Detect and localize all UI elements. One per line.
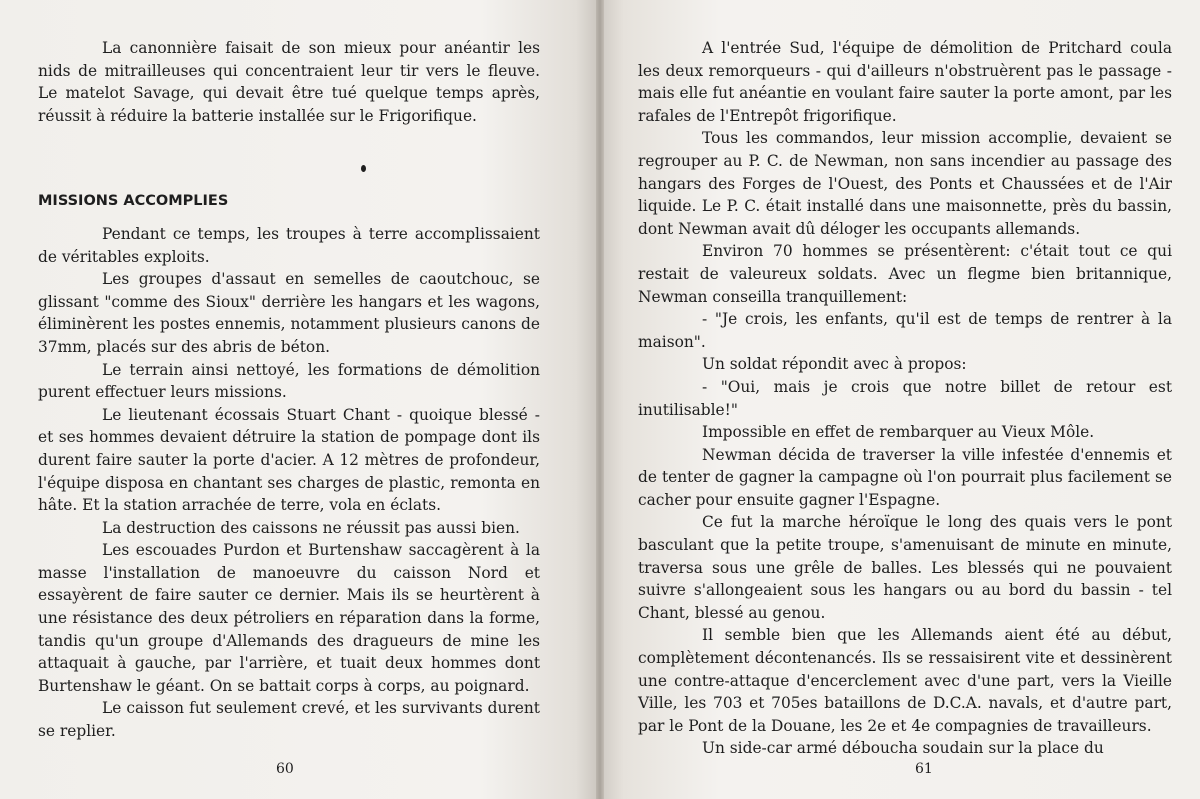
paragraph: Les escouades Purdon et Burtenshaw saccagèrent à la masse l'installation de manoeuvre du caisson Nord et essayèrent de faire sauter ce dernier. Mais ils se heurtèrent à une résistance des deux pétroliers en réparation dans la forme, tandis qu'un groupe d'Allemands des dragueurs de mine les attaquait à gauche, par l'arrière, et tuait deux hommes dont Burtenshaw le géant. On se battait corps à corps, au poignard.	[38, 541, 540, 695]
paragraph: Un side-car armé déboucha soudain sur la place du	[702, 739, 1104, 758]
page-number: 60	[276, 761, 294, 777]
paragraph: Il semble bien que les Allemands aient été au début, complètement décontenancés. Ils se ressaisirent vite et dessinèrent une contre-attaque d'encerclement avec d'une part, vers la Vieille Ville, les 703 et 705es bataillons de D.C.A. navals, et d'autre part, par le Pont de la Douane, les 2e et 4e compagnies de travailleurs.	[638, 626, 1172, 735]
paragraph: Les groupes d'assaut en semelles de caoutchouc, se glissant "comme des Sioux" derrière les hangars et les wagons, éliminèrent les postes ennemis, notamment plusieurs canons de 37mm, placés sur des abris de béton.	[38, 270, 540, 356]
left-page-text	[38, 37, 540, 743]
paragraph: La destruction des caissons ne réussit pas aussi bien.	[102, 518, 520, 537]
paragraph: - "Oui, mais je crois que notre billet de retour est inutilisable!"	[638, 377, 1172, 419]
book-gutter	[596, 0, 604, 799]
paragraph: Environ 70 hommes se présentèrent: c'était tout ce qui restait de valeureux soldats. Avec un flegme bien britannique, Newman conseilla tranquillement:	[638, 242, 1172, 306]
paragraph: Newman décida de traverser la ville infestée d'ennemis et de tenter de gagner la campagne où l'on pourrait plus facilement se cacher pour ensuite gagner l'Espagne.	[638, 445, 1172, 509]
paragraph: A l'entrée Sud, l'équipe de démolition de Pritchard coula les deux remorqueurs - qui d'ailleurs n'obstruèrent pas le passage - mais elle fut anéantie en voulant faire sauter la porte amont, par les rafales de l'Entrepôt frigorifique.	[638, 39, 1172, 125]
paragraph: Un soldat répondit avec à propos:	[702, 355, 967, 374]
paragraph: Pendant ce temps, les troupes à terre accomplissaient de véritables exploits.	[38, 224, 540, 266]
page-number: 61	[915, 761, 933, 777]
paragraph: - "Je crois, les enfants, qu'il est de temps de rentrer à la maison".	[638, 310, 1172, 351]
right-page	[600, 0, 1200, 799]
paragraph: Le caisson fut seulement crevé, et les survivants durent se replier.	[38, 699, 540, 741]
paragraph: Impossible en effet de rembarquer au Vieux Môle.	[702, 423, 1095, 442]
paragraph: Le terrain ainsi nettoyé, les formations de démolition purent effectuer leurs missions.	[38, 360, 540, 402]
paragraph: Tous les commandos, leur mission accomplie, devaient se regrouper au P. C. de Newman, non sans incendier au passage des hangars des Forges de l'Ouest, des Ponts et Chaussées et de l'Air liquide. Le P. C. était installé dans une maisonnette, près du bassin, dont Newman avait dû déloger les occupants allemands.	[638, 129, 1172, 238]
ornament-mark	[361, 165, 366, 172]
right-page-text	[638, 37, 1172, 760]
paragraph: La canonnière faisait de son mieux pour anéantir les nids de mitrailleuses qui concentraient leur tir vers le fleuve. Le matelot Savage, qui devait être tué quelque temps après, réussit à réduire la batterie installée sur le Frigorifique.	[38, 39, 540, 125]
paragraph: Le lieutenant écossais Stuart Chant - quoique blessé - et ses hommes devaient détruire la station de pompage dont ils durent faire sauter la porte d'acier. A 12 mètres de profondeur, l'équipe disposa en chantant ses charges de plastic, remonta en hâte. Et la station arrachée de terre, vola en éclats.	[38, 405, 540, 515]
paragraph: Ce fut la marche héroïque le long des quais vers le pont basculant que la petite troupe, s'amenuisant de minute en minute, traversa sous une grêle de balles. Les blessés qui ne pouvaient suivre s'allongeaient sous les hangars ou au bord du bassin - tel Chant, blessé au genou.	[638, 513, 1172, 622]
section-heading: MISSIONS ACCOMPLIES	[38, 193, 229, 210]
